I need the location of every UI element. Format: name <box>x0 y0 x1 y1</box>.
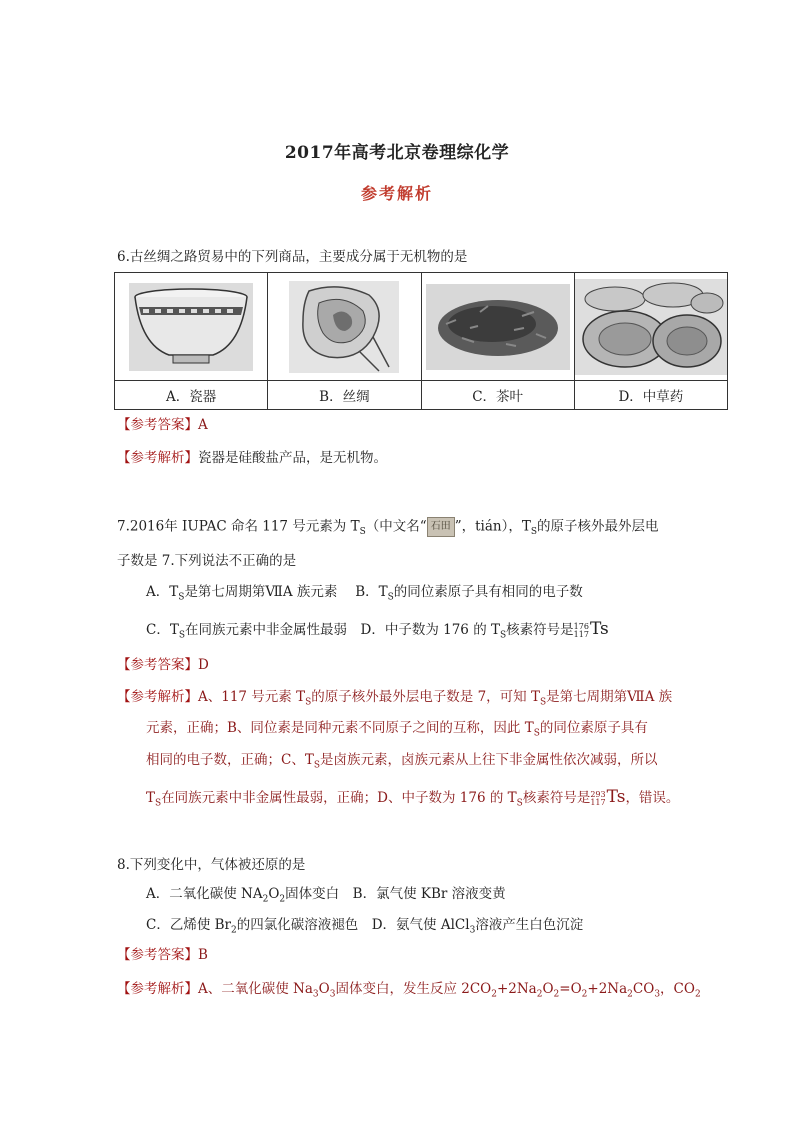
q7-stem-line-1 <box>117 517 659 541</box>
q8-opt-d-text: 溶液产生白色沉淀 <box>475 917 584 933</box>
q7-opt-d-text-c: 核素符号是 <box>506 622 574 638</box>
q6-option-c-image-cell <box>421 273 574 381</box>
analysis-tag: 【参考解析】 <box>117 981 198 997</box>
tea-leaves-image <box>426 284 570 370</box>
q7-an-text: A、117 号元素 T <box>198 689 306 705</box>
q7-sub-s: S <box>359 527 366 538</box>
q7-an-text: 在同族元素中非金属性最弱，正确；D、中子数为 176 的 T <box>161 790 517 806</box>
q8-options-ab <box>146 885 506 909</box>
q8-sub: 2 <box>553 989 560 1000</box>
mass-number: 293 <box>590 789 606 799</box>
q6-analysis-line <box>117 449 387 467</box>
q8-an-text: +2Na <box>587 981 628 997</box>
q7-sub-s: S <box>305 697 312 708</box>
q7-opt-d-text: 在同族元素中非金属性最弱 D．中子数为 176 的 T <box>185 622 500 638</box>
q7-analysis-nuclide-numbers <box>590 791 605 807</box>
q7-analysis-line-1 <box>117 688 672 712</box>
q8-sub: 2 <box>491 989 497 1000</box>
q7-options-ab <box>146 583 583 607</box>
q8-sub: 3 <box>329 989 336 1000</box>
q8-opt-b-text: 固体变白 B．氯气使 KBr 溶液变黄 <box>285 886 506 902</box>
q8-sub: 2 <box>694 989 701 1000</box>
q7-answer: D <box>198 657 209 673</box>
q7-an-text: T <box>146 790 156 806</box>
q8-sub: 3 <box>469 925 476 936</box>
q7-an-text: 是卤族元素，卤族元素从上往下非金属性依次减弱，所以 <box>320 752 658 768</box>
q7-sub-s: S <box>178 630 186 641</box>
mass-number: 176 <box>573 621 589 631</box>
page-title: 2017年高考北京卷理综化学 <box>284 143 510 163</box>
q7-stem-text-a: 7.2016年 IUPAC 命名 117 号元素为 T <box>117 518 360 535</box>
q7-stem-line-2: 子数是 7.下列说法不正确的是 <box>117 553 297 569</box>
q7-analysis-line-4 <box>146 788 679 813</box>
q7-sub-s: S <box>516 798 523 809</box>
q6-option-a-label: A．瓷器 <box>115 381 268 410</box>
answer-tag: 【参考答案】 <box>117 657 198 673</box>
q7-an-text: 的原子核外最外层电子数是 7，可知 T <box>311 689 540 705</box>
porcelain-bowl-image <box>129 283 253 371</box>
atomic-number: 117 <box>573 629 589 639</box>
q8-sub: 3 <box>654 989 661 1000</box>
q8-opt-a-text: A．二氧化碳使 NA <box>146 886 263 902</box>
q7-sub-s: S <box>387 592 394 603</box>
q8-an-text: O <box>318 981 330 997</box>
q6-option-b-label: B．丝绸 <box>268 381 421 410</box>
page-subtitle: 参考解析 <box>360 184 433 203</box>
q6-option-d-image-cell <box>574 273 727 381</box>
q7-stem-text-b: （中文名“ <box>365 518 427 535</box>
q6-stem: 6.古丝绸之路贸易中的下列商品，主要成分属于无机物的是 <box>117 249 468 265</box>
q8-opt-d-text: 的四氯化碳溶液褪色 D．氨气使 AlCl <box>236 917 470 933</box>
q7-sub-s: S <box>155 798 162 809</box>
q8-sub: 3 <box>312 989 319 1000</box>
answer-tag: 【参考答案】 <box>117 947 198 963</box>
q7-an-text: 的同位素原子具有 <box>539 720 648 736</box>
q8-sub: 2 <box>581 989 588 1000</box>
q8-sub: 2 <box>536 989 543 1000</box>
q7-analysis-line-3 <box>146 751 658 775</box>
atomic-number: 117 <box>590 797 606 807</box>
answer-tag: 【参考答案】 <box>117 417 198 433</box>
q6-option-d-label: D．中草药 <box>574 381 727 410</box>
silk-image <box>289 281 399 373</box>
q7-options-cd <box>146 620 609 645</box>
q7-analysis-line-2 <box>146 719 648 743</box>
q8-options-cd <box>146 916 583 940</box>
q8-an-text: A、二氧化碳使 Na <box>198 981 313 997</box>
q8-an-text: 固体变白，发生反应 2CO <box>335 981 492 997</box>
q6-option-a-image-cell <box>115 273 268 381</box>
q7-an-text: ，错误。 <box>625 790 680 806</box>
q8-an-text: =O <box>559 981 582 997</box>
q7-opt-b-text-c: 的同位素原子具有相同的电子数 <box>393 584 583 600</box>
q7-opt-c-text: C．T <box>146 622 179 638</box>
analysis-tag: 【参考解析】 <box>117 689 198 705</box>
q8-an-text: ，CO <box>660 981 695 997</box>
q7-an-text: 相同的电子数，正确；C、T <box>146 752 314 768</box>
q7-an-text: 是第七周期第ⅦA 族 <box>546 689 673 705</box>
q8-sub: 2 <box>262 894 269 905</box>
q7-sub-s: S <box>499 630 507 641</box>
q7-sub-s: S <box>178 592 185 603</box>
q8-sub: 2 <box>279 894 286 905</box>
q7-sub-s: S <box>539 697 547 708</box>
nuclide-symbol: Ts <box>606 787 626 807</box>
q6-options-table <box>114 272 728 410</box>
q7-stem-text-d: 的原子核外最外层电 <box>537 518 659 535</box>
q6-option-b-image-cell <box>268 273 421 381</box>
tian-character-glyph: 石田 <box>427 517 455 537</box>
q6-analysis: 瓷器是硅酸盐产品，是无机物。 <box>198 450 387 466</box>
q8-sub: 2 <box>231 925 237 936</box>
q6-answer: A <box>198 417 208 433</box>
q7-nuclide-numbers <box>574 623 589 639</box>
q8-an-text: CO <box>632 981 655 997</box>
q8-opt-c-text: C．乙烯使 Br <box>146 917 231 933</box>
q8-stem: 8.下列变化中，气体被还原的是 <box>117 857 306 873</box>
q7-opt-a-text: A．T <box>146 584 179 600</box>
q8-analysis-line-1 <box>117 980 701 1004</box>
q8-an-text: +2Na <box>496 981 537 997</box>
q7-sub-s: S <box>533 728 540 739</box>
q8-answer: B <box>198 947 208 963</box>
q7-sub-s: S <box>313 760 321 771</box>
q8-sub: 2 <box>627 989 633 1000</box>
q7-opt-b-text: 是第七周期第ⅦA 族元素 B．T <box>184 584 388 600</box>
q7-sub-s: S <box>530 527 538 538</box>
q6-answer-line <box>117 416 208 434</box>
q7-answer-line <box>117 656 209 674</box>
q8-answer-line <box>117 946 208 964</box>
q7-stem-text-c: ”，tián），T <box>454 518 531 535</box>
herbal-medicine-image <box>575 279 727 375</box>
q7-an-text: 核素符号是 <box>522 790 591 806</box>
q8-an-text: O <box>542 981 554 997</box>
analysis-tag: 【参考解析】 <box>117 450 198 466</box>
q8-opt-a-text: O <box>268 886 280 902</box>
nuclide-symbol: Ts <box>589 619 609 639</box>
q7-an-text: 元素，正确；B、同位素是同种元素不同原子之间的互称，因此 T <box>146 720 534 736</box>
q6-option-c-label: C．茶叶 <box>421 381 574 410</box>
